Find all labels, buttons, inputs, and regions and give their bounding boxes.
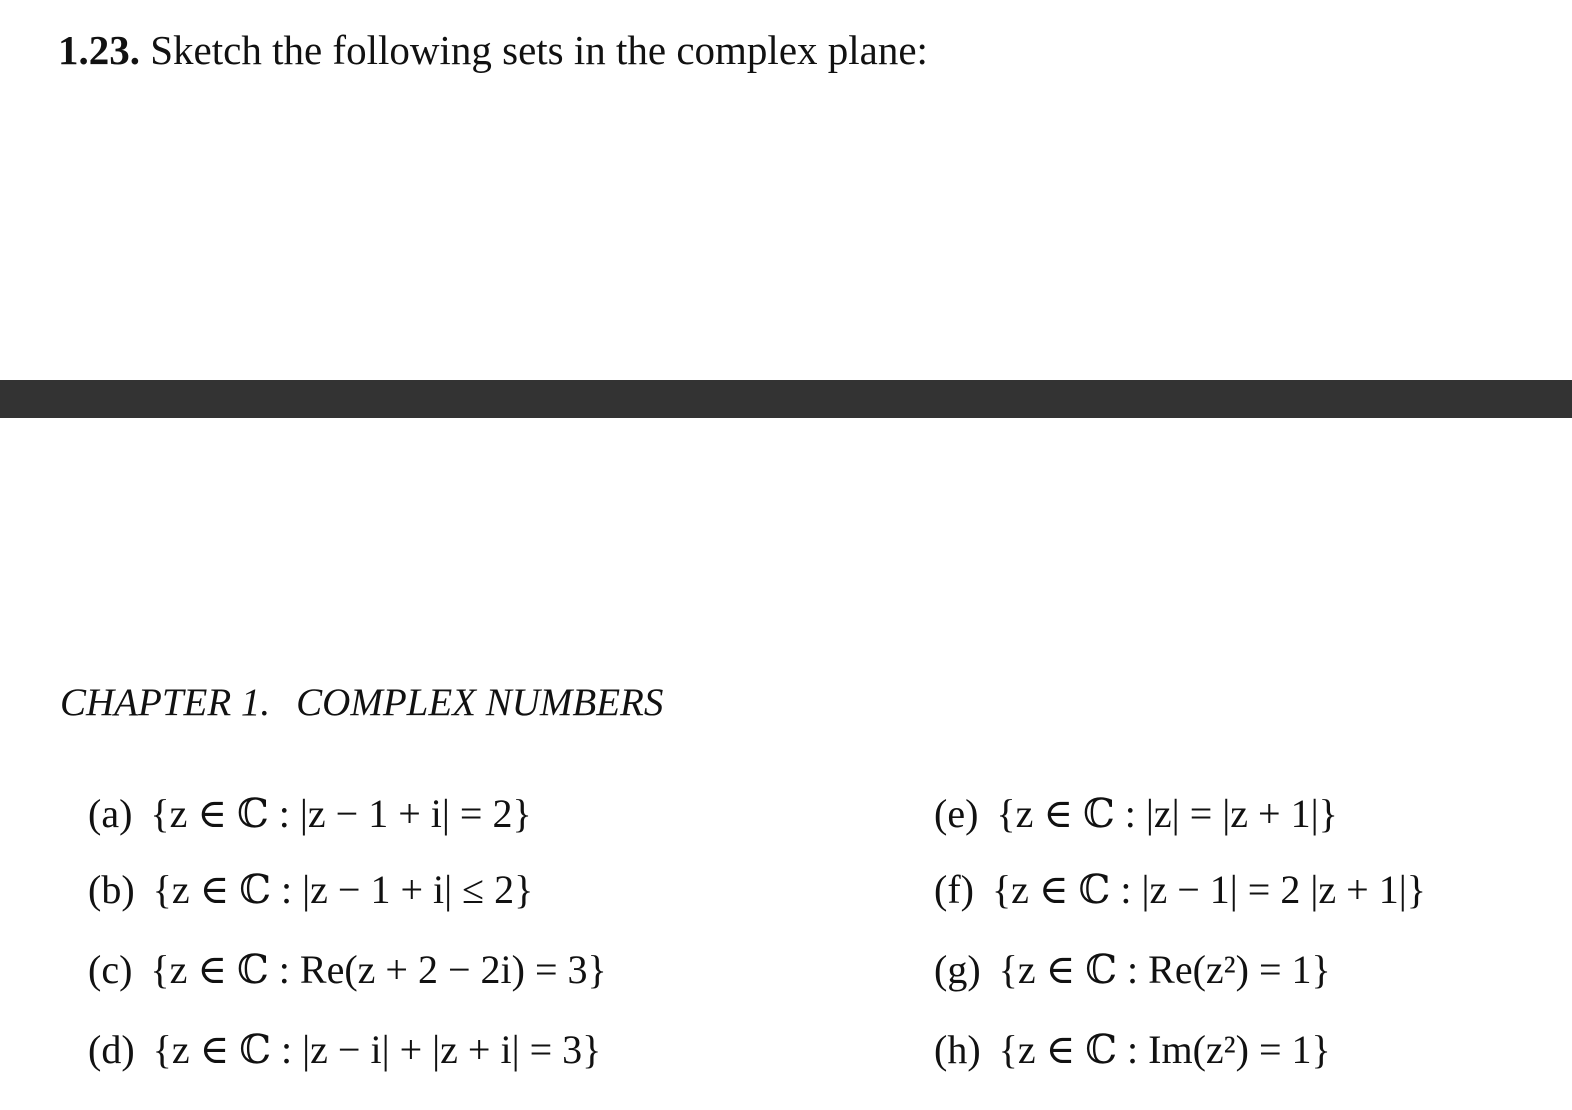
part-expression: {z ∈ ℂ : |z − 1 + i| ≤ 2} <box>152 867 534 912</box>
part-a <box>88 786 532 842</box>
problem-prompt: Sketch the following sets in the complex plane: <box>150 27 928 73</box>
part-label: (b) <box>88 867 135 912</box>
part-g <box>934 942 1331 998</box>
part-b <box>88 862 533 918</box>
part-expression: {z ∈ ℂ : |z − 1 + i| = 2} <box>150 791 532 836</box>
part-expression: {z ∈ ℂ : Re(z + 2 − 2i) = 3} <box>150 947 607 992</box>
divider-bar <box>0 380 1572 418</box>
part-label: (h) <box>934 1027 981 1072</box>
problem-number: 1.23. <box>58 27 140 73</box>
part-expression: {z ∈ ℂ : |z − i| + |z + i| = 3} <box>152 1027 602 1072</box>
part-label: (d) <box>88 1027 135 1072</box>
part-f <box>934 862 1426 918</box>
part-c <box>88 942 607 998</box>
part-label: (c) <box>88 947 133 992</box>
problem-heading <box>58 22 928 78</box>
part-expression: {z ∈ ℂ : |z − 1| = 2 |z + 1|} <box>991 867 1426 912</box>
part-d <box>88 1022 601 1078</box>
part-label: (f) <box>934 867 974 912</box>
part-h <box>934 1022 1331 1078</box>
chapter-title: COMPLEX NUMBERS <box>296 681 664 724</box>
part-expression: {z ∈ ℂ : Re(z²) = 1} <box>998 947 1331 992</box>
part-expression: {z ∈ ℂ : Im(z²) = 1} <box>998 1027 1331 1072</box>
chapter-header <box>60 678 663 728</box>
part-e <box>934 786 1338 842</box>
part-label: (a) <box>88 791 133 836</box>
chapter-number: CHAPTER 1. <box>60 681 271 724</box>
part-label: (g) <box>934 947 981 992</box>
part-expression: {z ∈ ℂ : |z| = |z + 1|} <box>996 791 1338 836</box>
part-label: (e) <box>934 791 979 836</box>
